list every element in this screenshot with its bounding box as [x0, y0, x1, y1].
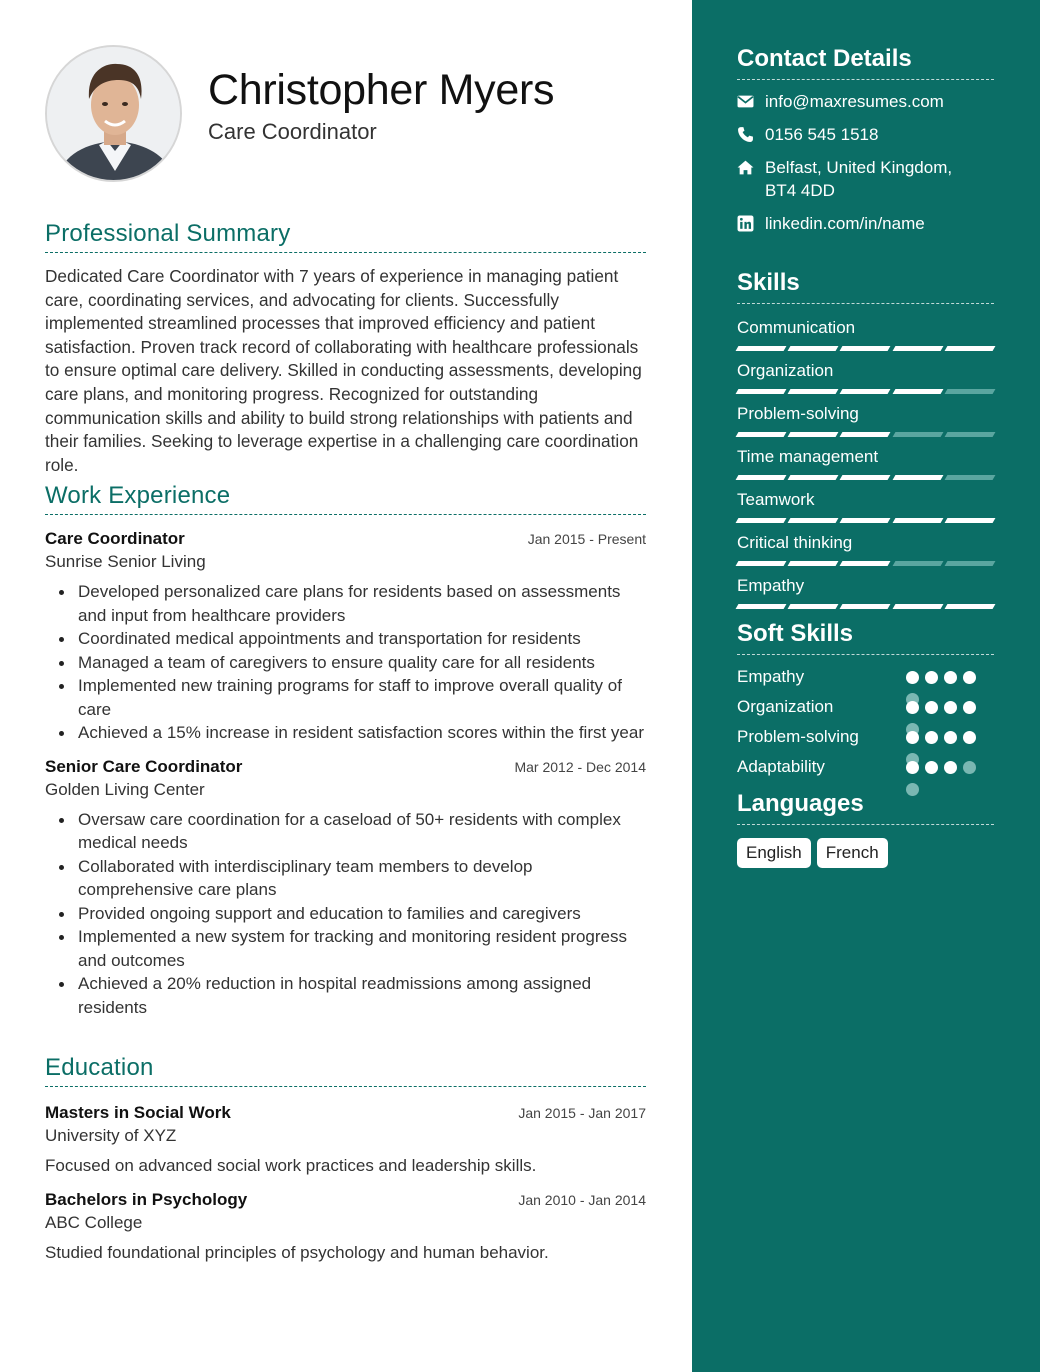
- skill-level-segment: [788, 561, 839, 566]
- soft-skills-section: [737, 620, 994, 783]
- list-item: Coordinated medical appointments and transportation for residents: [45, 627, 646, 651]
- skill-level-segment: [736, 518, 787, 523]
- profile-photo: [45, 45, 182, 182]
- skill-level-segment: [788, 604, 839, 609]
- list-item: Achieved a 15% increase in resident satisfaction scores within the first year: [45, 721, 646, 745]
- soft-skill-rating: [906, 701, 976, 714]
- school-name: ABC College: [45, 1213, 143, 1232]
- soft-skill-rating: [906, 731, 976, 744]
- education-desc: Studied foundational principles of psychology and human behavior.: [45, 1243, 549, 1262]
- skill-level-segment: [892, 518, 943, 523]
- contact-heading: Contact Details: [737, 45, 994, 80]
- skill-level-segment: [840, 432, 891, 437]
- skill-level-segment: [944, 518, 995, 523]
- skill-name: Problem-solving: [737, 404, 859, 423]
- skill-name: Critical thinking: [737, 533, 853, 552]
- education-desc: Focused on advanced social work practices and leadership skills.: [45, 1156, 537, 1175]
- skill-level-segment: [840, 518, 891, 523]
- job-bullets: [45, 808, 646, 1020]
- list-item: Managed a team of caregivers to ensure quality care for all residents: [45, 651, 646, 675]
- list-item: Developed personalized care plans for residents based on assessments and input from healthcare providers: [45, 580, 646, 627]
- education-section: [45, 1054, 646, 1263]
- soft-skill-name: Organization: [737, 697, 834, 716]
- education-entry: [45, 1190, 646, 1263]
- candidate-name: Christopher Myers: [208, 66, 555, 114]
- languages-section: [737, 790, 994, 868]
- job-role: Care Coordinator: [45, 529, 185, 548]
- job-org: Golden Living Center: [45, 779, 205, 799]
- skill-level-segment: [840, 561, 891, 566]
- job-bullets: [45, 580, 646, 745]
- job-org: Sunrise Senior Living: [45, 552, 206, 571]
- skill-level-bar: [737, 604, 994, 610]
- soft-skill-item: [737, 753, 994, 783]
- linkedin-icon: [737, 212, 765, 232]
- phone-icon: [737, 123, 765, 143]
- list-item: Implemented a new system for tracking and monitoring resident progress and outcomes: [45, 925, 646, 972]
- skill-level-segment: [840, 346, 891, 351]
- list-item: Oversaw care coordination for a caseload of 50+ residents with complex medical needs: [45, 808, 646, 855]
- rating-dot: [906, 731, 919, 744]
- soft-skill-name: Problem-solving: [737, 727, 859, 746]
- skill-level-segment: [736, 561, 787, 566]
- degree-name: Masters in Social Work: [45, 1103, 231, 1122]
- skill-item: [737, 316, 994, 359]
- skill-level-segment: [736, 389, 787, 394]
- soft-skill-item: [737, 723, 994, 753]
- contact-address: [737, 156, 994, 202]
- rating-dot: [906, 701, 919, 714]
- job-date: Mar 2012 - Dec 2014: [514, 758, 646, 775]
- skill-level-segment: [788, 389, 839, 394]
- avatar: [47, 47, 182, 182]
- languages-list: [737, 838, 994, 868]
- rating-dot: [944, 761, 957, 774]
- summary-heading: Professional Summary: [45, 220, 646, 253]
- skill-item: [737, 359, 994, 402]
- summary-text: Dedicated Care Coordinator with 7 years of experience in managing patient care, coordinating services, and advocating for clients. Successfully implemented streamlined processes that improved efficiency and patient satisfaction. Proven track record of collaborating with healthcare professionals to ensure optimal care delivery. Skilled in conducting assessments, developing care plans, and monitoring progress. Recognized for outstanding communication skills and ability to build strong relationships with patients and their families. Seeking to leverage expertise in a challenging care coordination role.: [45, 266, 642, 475]
- soft-skill-rating: [906, 671, 976, 684]
- soft-skill-name: Adaptability: [737, 757, 825, 776]
- skill-level-segment: [892, 432, 943, 437]
- home-icon: [737, 156, 765, 176]
- skill-level-segment: [944, 561, 995, 566]
- skill-level-segment: [944, 432, 995, 437]
- skill-level-segment: [788, 346, 839, 351]
- soft-skills-list: [737, 663, 994, 783]
- skill-level-bar: [737, 346, 994, 352]
- experience-section: [45, 482, 646, 1019]
- skill-level-segment: [840, 604, 891, 609]
- school-name: University of XYZ: [45, 1126, 177, 1145]
- soft-skill-item: [737, 693, 994, 723]
- rating-dot: [944, 701, 957, 714]
- skill-level-bar: [737, 518, 994, 524]
- rating-dot: [963, 671, 976, 684]
- skill-name: Time management: [737, 447, 879, 466]
- list-item: Achieved a 20% reduction in hospital readmissions among assigned residents: [45, 972, 646, 1019]
- rating-dot: [963, 761, 976, 774]
- soft-skills-heading: Soft Skills: [737, 620, 994, 655]
- education-heading: Education: [45, 1054, 646, 1087]
- experience-heading: Work Experience: [45, 482, 646, 515]
- contact-phone[interactable]: [737, 123, 994, 146]
- skill-name: Communication: [737, 318, 856, 337]
- rating-dot: [906, 761, 919, 774]
- skill-level-segment: [892, 346, 943, 351]
- skill-item: [737, 445, 994, 488]
- skill-level-bar: [737, 561, 994, 567]
- skill-level-segment: [840, 475, 891, 480]
- rating-dot: [944, 731, 957, 744]
- rating-dot: [925, 761, 938, 774]
- rating-dot: [963, 701, 976, 714]
- skills-heading: Skills: [737, 269, 994, 304]
- skill-level-segment: [736, 432, 787, 437]
- languages-heading: Languages: [737, 790, 994, 825]
- skill-item: [737, 402, 994, 445]
- skill-level-segment: [944, 604, 995, 609]
- soft-skill-rating: [906, 761, 976, 774]
- list-item: Implemented new training programs for staff to improve overall quality of care: [45, 674, 646, 721]
- skill-level-bar: [737, 432, 994, 438]
- rating-dot: [925, 701, 938, 714]
- skill-level-segment: [944, 346, 995, 351]
- skills-section: [737, 269, 994, 617]
- education-date: Jan 2015 - Jan 2017: [518, 1105, 646, 1121]
- skill-level-segment: [788, 432, 839, 437]
- job-date: Jan 2015 - Present: [527, 531, 646, 547]
- skill-name: Teamwork: [737, 490, 815, 509]
- skill-item: [737, 574, 994, 617]
- skills-list: [737, 316, 994, 617]
- job-role: Senior Care Coordinator: [45, 756, 243, 776]
- skill-item: [737, 531, 994, 574]
- skill-level-segment: [788, 518, 839, 523]
- soft-skill-name: Empathy: [737, 667, 805, 686]
- contact-email-text: info@maxresumes.com: [765, 92, 944, 111]
- skill-level-segment: [892, 561, 943, 566]
- language-tag: French: [817, 838, 888, 868]
- skill-item: [737, 488, 994, 531]
- sidebar: [692, 0, 1040, 1372]
- skill-level-segment: [892, 389, 943, 394]
- rating-dot: [925, 731, 938, 744]
- skill-level-bar: [737, 475, 994, 481]
- contact-address-line2: BT4 4DD: [765, 181, 835, 200]
- skill-level-segment: [892, 475, 943, 480]
- envelope-icon: [737, 90, 765, 110]
- skill-name: Organization: [737, 361, 834, 380]
- rating-dot: [963, 731, 976, 744]
- education-entry: [45, 1103, 646, 1176]
- rating-dot: [925, 671, 938, 684]
- contact-linkedin-text: linkedin.com/in/name: [765, 214, 925, 233]
- soft-skill-item: [737, 663, 994, 693]
- skill-level-segment: [944, 389, 995, 394]
- skill-level-bar: [737, 389, 994, 395]
- job-entry: [45, 757, 646, 1020]
- skill-level-segment: [736, 604, 787, 609]
- list-item: Provided ongoing support and education to families and caregivers: [45, 902, 646, 926]
- summary-section: [45, 220, 646, 477]
- skill-level-segment: [788, 475, 839, 480]
- skill-level-segment: [840, 389, 891, 394]
- list-item: Collaborated with interdisciplinary team members to develop comprehensive care plans: [45, 855, 646, 902]
- contact-email[interactable]: [737, 90, 994, 113]
- contact-section: [737, 45, 994, 235]
- skill-name: Empathy: [737, 576, 805, 595]
- job-entry: [45, 529, 646, 745]
- rating-dot: [906, 671, 919, 684]
- contact-address-line1: Belfast, United Kingdom,: [765, 158, 953, 177]
- contact-phone-text: 0156 545 1518: [765, 125, 879, 144]
- skill-level-segment: [736, 475, 787, 480]
- contact-linkedin[interactable]: [737, 212, 994, 235]
- degree-name: Bachelors in Psychology: [45, 1190, 248, 1209]
- language-tag: English: [737, 838, 811, 868]
- skill-level-segment: [944, 475, 995, 480]
- candidate-title: Care Coordinator: [208, 119, 377, 144]
- education-date: Jan 2010 - Jan 2014: [518, 1192, 646, 1208]
- skill-level-segment: [736, 346, 787, 351]
- rating-dot: [944, 671, 957, 684]
- skill-level-segment: [892, 604, 943, 609]
